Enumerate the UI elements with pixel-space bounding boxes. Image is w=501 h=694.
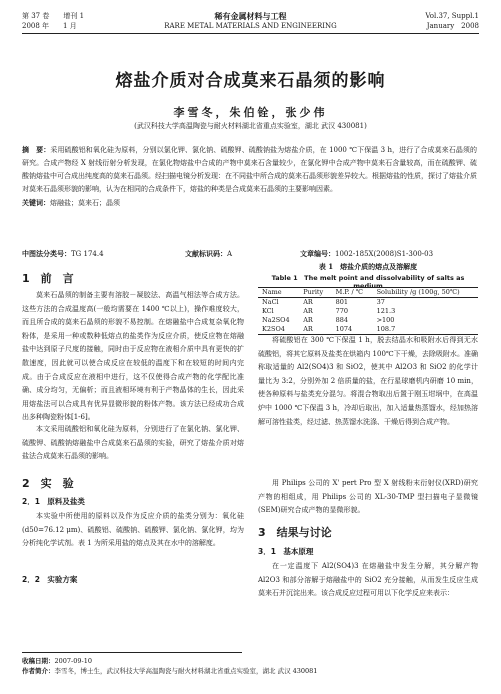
author-bio-value: 李雪冬，博士生，武汉科技大学高温陶瓷与耐火材料湖北省重点实验室，湖北 武汉 430081 (54, 667, 318, 675)
clc-line (22, 249, 104, 259)
table-row (258, 298, 478, 308)
paper-authors: 李雪冬，朱伯铨，张少伟 (173, 106, 328, 119)
table-row (258, 316, 478, 325)
footnote-rule (22, 652, 242, 653)
volume-label: 第 37 卷 增刊 1 (22, 12, 85, 20)
keywords-label: 关键词： (22, 198, 50, 207)
footnote (22, 656, 479, 676)
section-1-heading: 1 前 言 (22, 272, 74, 285)
keywords-text: 熔融盐；莫来石；晶须 (50, 199, 120, 207)
abstract (22, 143, 477, 210)
journal-title-en: RARE METAL MATERIALS AND ENGINEERING (164, 22, 337, 30)
section-2-2-heading: 2．2 实验方案 (22, 575, 78, 584)
table-header-cell: M.P. / ℃ (332, 288, 373, 298)
article-number-value: 1002-185X(2008)S1-300-03 (335, 250, 434, 258)
clc-value: TG 174.4 (71, 250, 104, 258)
paper-title: 熔盐介质对合成莫来石晶须的影响 (115, 71, 386, 91)
table-cell: AR (303, 316, 313, 324)
volume-en-label: Vol.37, Suppl.1 (425, 12, 479, 20)
clc-label: 中图法分类号： (22, 249, 71, 258)
section-2-2-para-2: 用 Philips 公司的 X' pert Pro 型 X 射线粉末衍射仪(XRD)研究产物的相组成，用 Philips 公司的 XL-30-TMP 型扫描电子显微镜(SEM)研究合成产物的显微形貌。 (258, 479, 478, 515)
table-caption-en: Table 1 The melt point and dissolvability of salts as medium (271, 274, 465, 290)
section-2-heading: 2 实 验 (22, 477, 74, 490)
table-cell: 1074 (332, 325, 373, 335)
received-label: 收稿日期： (22, 657, 55, 665)
section-2-2-para-1: 将硫酸铝在 300 ℃下保温 1 h，脱去结晶水和吸附水后得到无水硫酸铝，将其它原料及盐类在烘箱内 100℃下干燥，去除吸附水。准确称取适量的 Al2(SO4)3 和 SiO2，使其中 Al2O3 和 SiO2 的化学计量比为 3:2，分别外加 2 倍质量的盐，在行星球磨机内研磨 10 min，使各种原料与盐类充分混匀。将混合物取出后置于刚玉坩埚中，在高温炉中 1000 ℃下保温 3 h，冷却后取出，加入适量热蒸馏水，经加热溶解可溶性盐类，经过滤、热蒸馏水洗涤、干燥后得到合成产物。 (258, 336, 478, 426)
section-3-1-para: 在一定温度下 Al2(SO4)3 在熔融盐中发生分解，其分解产物 Al2O3 和部分溶解于熔融盐中的 SiO2 充分接触，从而发生反应生成莫来石并沉淀出来。该合成反应过程可用以下化学反应来表示： (258, 562, 478, 598)
table-cell: 770 (335, 307, 349, 315)
article-number-line (300, 249, 433, 259)
doc-code-value: A (227, 250, 233, 258)
doc-code-label: 文献标识码： (185, 249, 227, 258)
paper-affiliation: (武汉科技大学高温陶瓷与耐火材料湖北省重点实验室，湖北 武汉 430081) (134, 122, 367, 130)
table-header-row (258, 288, 478, 298)
table-cell: Na2SO4 (262, 316, 290, 324)
section-2-1-para: 本实验中所使用的原料以及作为反应介质的盐类分别为：氧化硅(d50=76.12 μm)、硫酸铝、硫酸钠、硫酸钾、氯化钠、氯化钾，均为分析纯化学试剂。表 1 为所采用盐的熔点及其在水中的溶解度。 (22, 512, 244, 548)
table-cell: AR (303, 307, 313, 315)
table-cell: KCl (262, 307, 274, 315)
abstract-label: 摘 要： (22, 145, 51, 154)
date-cn-label: 2008 年 1 月 (22, 22, 77, 30)
table-caption-cn: 表 1 熔盐介质的熔点及溶解度 (318, 262, 418, 271)
table-cell: 884 (335, 316, 349, 324)
date-en-label: January 2008 (426, 22, 479, 30)
table-cell: AR (303, 298, 313, 306)
header-rule (22, 33, 479, 34)
author-bio-line (22, 666, 479, 676)
abstract-text: 采用硫酸铝和氧化硅为原料，分别以氯化钾、氯化钠、硫酸钾、硫酸钠盐为熔盐介质，在 1000 ℃下保温 3 h，进行了合成莫来石晶须的研究。合成产物经 X 射线衍射分析发现，在氯化物熔盐中合成的产物中莫来石含量较少，在氯化钾中合成产物中莫来石含量较高，而在硫酸钾、硫酸钠熔盐中可合成出纯度高的莫来石晶须。经扫描电镜分析发现：在不同盐中所合成的莫来石晶须形貌差异较大。根据熔盐的性质，探讨了熔盐介质对莫来石晶须形貌的影响，认为在相同的合成条件下，熔盐的种类是合成莫来石晶须的主要影响因素。 (22, 146, 478, 193)
table-cell: >100 (376, 316, 395, 324)
table-cell: 37 (376, 298, 385, 306)
section-3-1-heading: 3．1 基本原理 (258, 547, 314, 556)
doc-code-line (185, 249, 232, 259)
received-value: 2007-09-10 (54, 657, 92, 665)
table-header-cell: Solubility /g (100g, 50℃) (373, 288, 478, 298)
table-cell: K2SO4 (258, 325, 299, 335)
table-header-cell: Purity (299, 288, 331, 298)
section-3-heading: 3 结果与讨论 (258, 526, 332, 539)
table-cell: 801 (335, 298, 349, 306)
author-bio-label: 作者简介： (22, 667, 55, 675)
table-header-cell: Name (258, 288, 299, 298)
section-1-para-1: 莫来石晶须的制备主要有溶胶－凝胶法、高温气相法等合成方法。这些方法的合成温度高(一般均需要在 1400 ℃以上)，操作难度较大，而且所合成的莫来石晶须的形貌不易控制。在熔融盐中合成复杂氧化物粉体，是采用一种或数种低熔点的盐类作为反应介质，使反应物在熔融盐中达到原子尺度的接触，同时由于反应物在液相介质中具有更快的扩散速度，因此就可以使合成反应在较低的温度下和在较短的时间内完成。由于合成反应在液相中进行，这不仅使得合成产物的化学配比准确、成分均匀，无偏析；而且液相环境有利于产物晶体的生长，因此采用熔盐法可以合成具有优异显微形貌的粉体产物。该方法已经成功合成出多种陶瓷粉体[1-6]。 (22, 291, 244, 422)
table-cell: AR (299, 325, 331, 335)
received-line (22, 656, 479, 666)
table-row (258, 307, 478, 316)
table-cell: NaCl (262, 298, 279, 306)
salts-table (258, 287, 478, 335)
journal-title-cn: 稀有金属材料与工程 (214, 11, 287, 21)
article-number-label: 文章编号： (300, 249, 335, 258)
table-cell: 121.3 (376, 307, 396, 315)
section-1-para-2: 本文采用硫酸铝和氧化硅为原料，分别进行了在氯化钠、氯化钾、硫酸钾、硫酸钠熔融盐中合成莫来石晶须的实验，研究了熔盐介质对熔盐法合成莫来石晶须的影响。 (22, 425, 244, 461)
section-2-1-heading: 2．1 原料及盐类 (22, 497, 85, 506)
table-cell: 108.7 (373, 325, 478, 335)
